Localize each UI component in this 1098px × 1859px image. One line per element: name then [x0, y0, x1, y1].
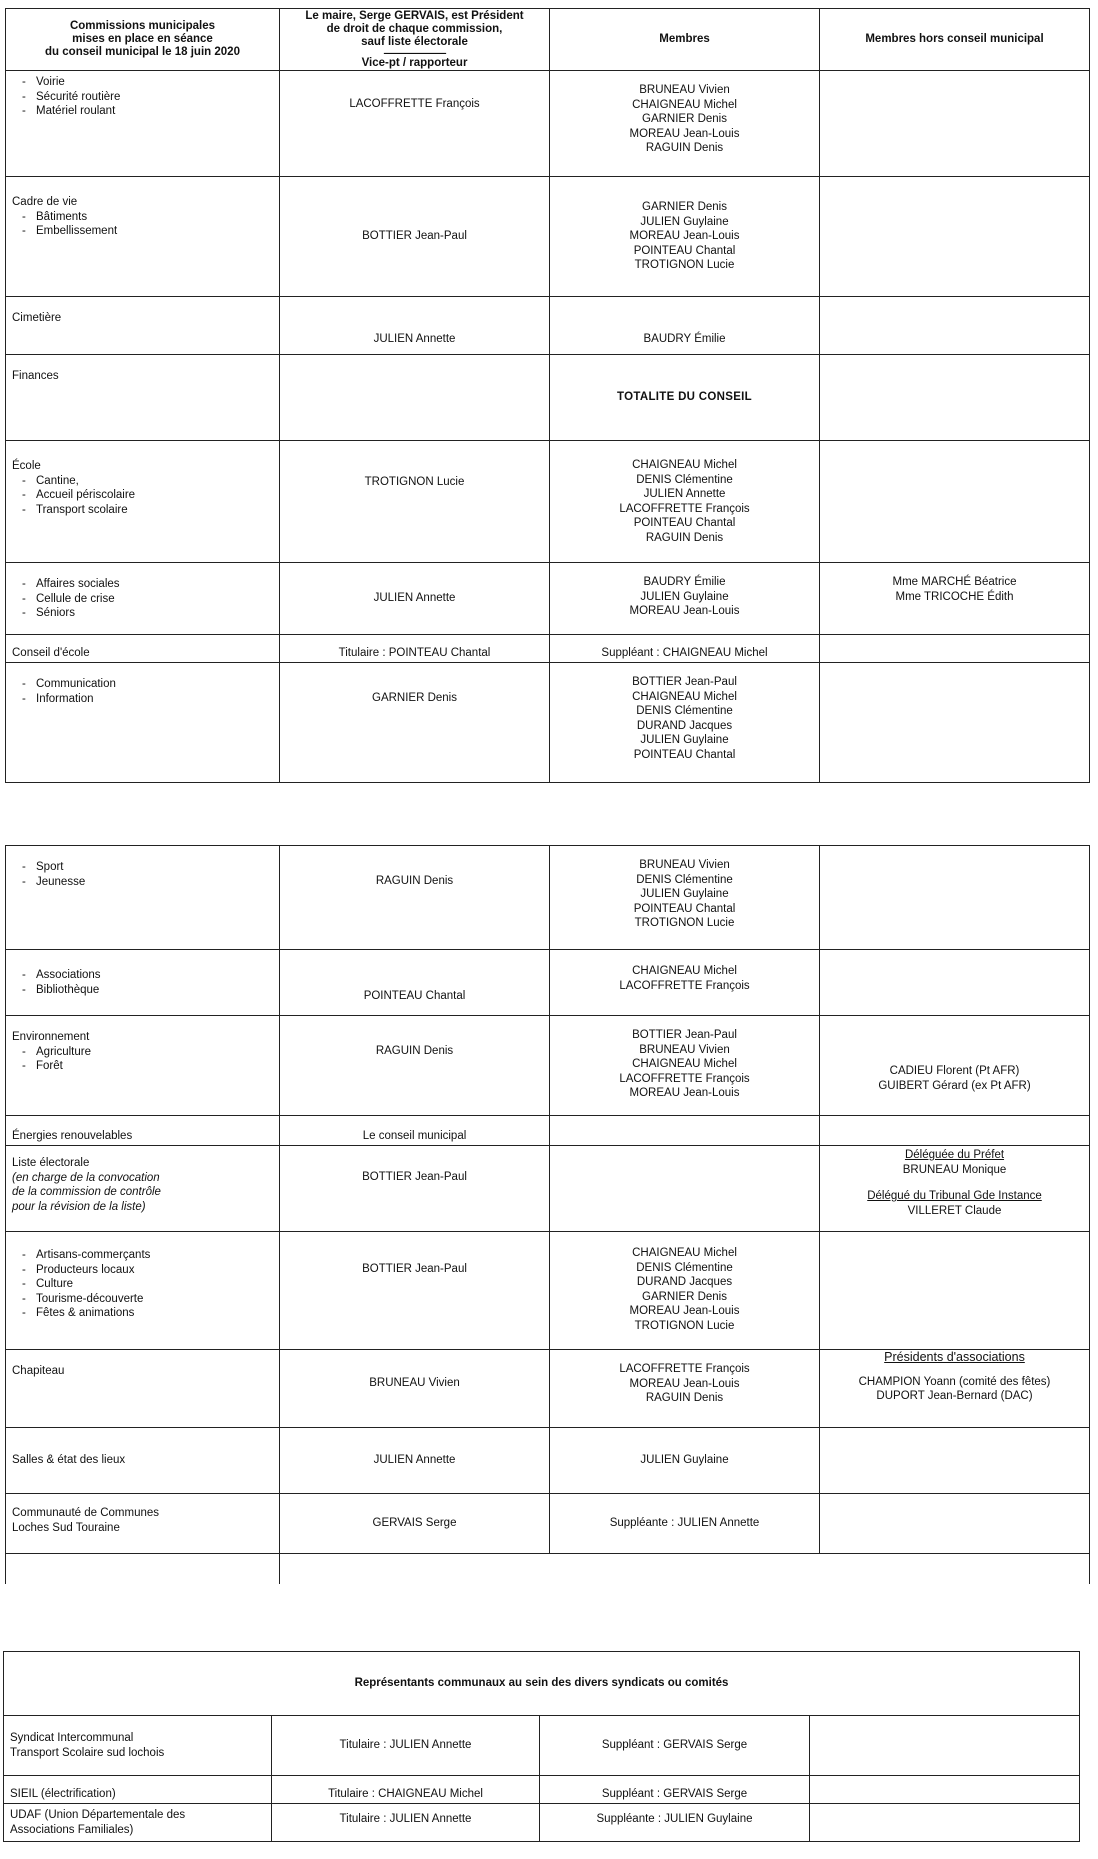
titulaire-cell: Titulaire : POINTEAU Chantal — [280, 635, 550, 663]
members-cell: BAUDRY Émilie — [550, 297, 820, 355]
suppleant-cell: Suppléant : GERVAIS Serge — [540, 1716, 810, 1776]
table-row: - Affaires sociales - Cellule de crise - Séniors JULIEN Annette BAUDRY Émilie JULIEN Guylaine MOREAU Jean-Louis Mme MARCHÉ Béatrice Mme TRICOCHE Édith — [6, 563, 1090, 635]
table-row: Salles & état des lieux JULIEN Annette JULIEN Guylaine — [6, 1428, 1090, 1494]
syndicats-header-row — [4, 1652, 1080, 1716]
table-row: Énergies renouvelables Le conseil municipal — [6, 1116, 1090, 1146]
syndicats-table — [3, 1651, 1080, 1842]
table-row: SIEIL (électrification) Titulaire : CHAIGNEAU Michel Suppléant : GERVAIS Serge — [4, 1776, 1080, 1804]
vice-president-cell: POINTEAU Chantal — [280, 950, 550, 1016]
vice-president-cell: Le conseil municipal — [280, 1116, 550, 1146]
suppleant-cell: Suppléante : JULIEN Guylaine — [540, 1804, 810, 1842]
suppleant-cell: Suppléant : CHAIGNEAU Michel — [550, 635, 820, 663]
totalite-conseil: TOTALITE DU CONSEIL — [550, 355, 820, 441]
header-president: Le maire, Serge GERVAIS, est Président de droit de chaque commission, sauf liste électorale ------------------------------- Vice-pt / rapporteur — [280, 9, 550, 71]
suppleant-cell: Suppléant : GERVAIS Serge — [540, 1776, 810, 1804]
vice-president-cell: JULIEN Annette — [280, 563, 550, 635]
outside-members-cell: CADIEU Florent (Pt AFR) GUIBERT Gérard (ex Pt AFR) — [820, 1016, 1090, 1116]
outside-members-cell: Mme MARCHÉ Béatrice Mme TRICOCHE Édith — [820, 563, 1090, 635]
table-row: UDAF (Union Départementale des Associations Familiales) Titulaire : JULIEN Annette Suppléante : JULIEN Guylaine — [4, 1804, 1080, 1842]
vice-president-cell: GARNIER Denis — [280, 663, 550, 783]
members-cell: BOTTIER Jean-Paul CHAIGNEAU Michel DENIS Clémentine DURAND Jacques JULIEN Guylaine POINTEAU Chantal — [550, 663, 820, 783]
members-cell: JULIEN Guylaine — [550, 1428, 820, 1494]
table-row: Chapiteau BRUNEAU Vivien LACOFFRETTE François MOREAU Jean-Louis RAGUIN Denis Présidents d'associations CHAMPION Yoann (comité des fêtes) DUPORT Jean-Bernard (DAC) — [6, 1350, 1090, 1428]
vice-president-cell: BOTTIER Jean-Paul — [280, 1146, 550, 1232]
commissions-table-2 — [5, 845, 1090, 1584]
vice-president-cell: RAGUIN Denis — [280, 1016, 550, 1116]
header-members: Membres — [550, 9, 820, 71]
vice-president-cell: JULIEN Annette — [280, 297, 550, 355]
table-row: - Communication - Information GARNIER Denis BOTTIER Jean-Paul CHAIGNEAU Michel DENIS Clémentine DURAND Jacques JULIEN Guylaine POINTEAU Chantal — [6, 663, 1090, 783]
syndicats-header: Représentants communaux au sein des divers syndicats ou comités — [4, 1652, 1080, 1716]
members-cell: BAUDRY Émilie JULIEN Guylaine MOREAU Jean-Louis — [550, 563, 820, 635]
members-cell: GARNIER Denis JULIEN Guylaine MOREAU Jean-Louis POINTEAU Chantal TROTIGNON Lucie — [550, 177, 820, 297]
table-row: Environnement - Agriculture - Forêt RAGUIN Denis BOTTIER Jean-Paul BRUNEAU Vivien CHAIGNEAU Michel LACOFFRETTE François MOREAU Jean-Louis CADIEU Florent (Pt AFR) GUIBERT Gérard (ex Pt AFR) — [6, 1016, 1090, 1116]
outside-members-cell: Déléguée du Préfet BRUNEAU Monique Délégué du Tribunal Gde Instance VILLERET Claude — [820, 1146, 1090, 1232]
vice-president-cell: GERVAIS Serge — [280, 1494, 550, 1554]
table-row: - Sport - Jeunesse RAGUIN Denis BRUNEAU Vivien DENIS Clémentine JULIEN Guylaine POINTEAU Chantal TROTIGNON Lucie — [6, 846, 1090, 950]
vice-president-cell: BOTTIER Jean-Paul — [280, 177, 550, 297]
table-row: Cadre de vie - Bâtiments - Embellissement BOTTIER Jean-Paul GARNIER Denis JULIEN Guylaine MOREAU Jean-Louis POINTEAU Chantal TROTIGNON Lucie — [6, 177, 1090, 297]
table-row: Cimetière JULIEN Annette BAUDRY Émilie — [6, 297, 1090, 355]
titulaire-cell: Titulaire : JULIEN Annette — [272, 1716, 540, 1776]
members-cell: CHAIGNEAU Michel DENIS Clémentine JULIEN Annette LACOFFRETTE François POINTEAU Chantal RAGUIN Denis — [550, 441, 820, 563]
titulaire-cell: Titulaire : CHAIGNEAU Michel — [272, 1776, 540, 1804]
vice-president-cell: BRUNEAU Vivien — [280, 1350, 550, 1428]
members-cell: LACOFFRETTE François MOREAU Jean-Louis RAGUIN Denis — [550, 1350, 820, 1428]
outside-members-cell: Présidents d'associations CHAMPION Yoann (comité des fêtes) DUPORT Jean-Bernard (DAC) — [820, 1350, 1090, 1428]
table-row: Syndicat Intercommunal Transport Scolaire sud lochois Titulaire : JULIEN Annette Suppléant : GERVAIS Serge — [4, 1716, 1080, 1776]
table-row: Finances TOTALITE DU CONSEIL — [6, 355, 1090, 441]
table-row: - Artisans-commerçants - Producteurs locaux - Culture - Tourisme-découverte - Fêtes & animations BOTTIER Jean-Paul CHAIGNEAU Michel DENIS Clémentine DURAND Jacques GARNIER Denis MOREAU Jean-Louis TROTIGNON Lucie — [6, 1232, 1090, 1350]
table-row: - Voirie - Sécurité routière - Matériel roulant LACOFFRETTE François BRUNEAU Vivien CHAIGNEAU Michel GARNIER Denis MOREAU Jean-Louis RAGUIN Denis — [6, 71, 1090, 177]
members-cell: Suppléante : JULIEN Annette — [550, 1494, 820, 1554]
commissions-table-1 — [5, 8, 1090, 783]
table-header-row — [6, 9, 1090, 71]
vice-president-cell: JULIEN Annette — [280, 1428, 550, 1494]
vice-president-cell: TROTIGNON Lucie — [280, 441, 550, 563]
outside-members-cell — [820, 71, 1090, 177]
table-row: École - Cantine, - Accueil périscolaire - Transport scolaire TROTIGNON Lucie CHAIGNEAU Michel DENIS Clémentine JULIEN Annette LACOFFRETTE François POINTEAU Chantal RAGUIN Denis — [6, 441, 1090, 563]
header-outside-members: Membres hors conseil municipal — [820, 9, 1090, 71]
titulaire-cell: Titulaire : JULIEN Annette — [272, 1804, 540, 1842]
members-cell: CHAIGNEAU Michel LACOFFRETTE François — [550, 950, 820, 1016]
table-row: Liste électorale (en charge de la convocation de la commission de contrôle pour la révision de la liste) BOTTIER Jean-Paul Déléguée du Préfet BRUNEAU Monique Délégué du Tribunal Gde Instance VILLERET Claude — [6, 1146, 1090, 1232]
vice-president-cell: LACOFFRETTE François — [280, 71, 550, 177]
vice-president-cell: BOTTIER Jean-Paul — [280, 1232, 550, 1350]
members-cell: CHAIGNEAU Michel DENIS Clémentine DURAND Jacques GARNIER Denis MOREAU Jean-Louis TROTIGNON Lucie — [550, 1232, 820, 1350]
members-cell: BOTTIER Jean-Paul BRUNEAU Vivien CHAIGNEAU Michel LACOFFRETTE François MOREAU Jean-Louis — [550, 1016, 820, 1116]
members-cell: BRUNEAU Vivien DENIS Clémentine JULIEN Guylaine POINTEAU Chantal TROTIGNON Lucie — [550, 846, 820, 950]
header-commissions: Commissions municipales mises en place en séance du conseil municipal le 18 juin 2020 — [6, 9, 280, 71]
table-row: Conseil d'école Titulaire : POINTEAU Chantal Suppléant : CHAIGNEAU Michel — [6, 635, 1090, 663]
vice-president-cell: RAGUIN Denis — [280, 846, 550, 950]
table-row: Communauté de Communes Loches Sud Touraine GERVAIS Serge Suppléante : JULIEN Annette — [6, 1494, 1090, 1554]
members-cell: BRUNEAU Vivien CHAIGNEAU Michel GARNIER Denis MOREAU Jean-Louis RAGUIN Denis — [550, 71, 820, 177]
table-row: - Associations - Bibliothèque POINTEAU Chantal CHAIGNEAU Michel LACOFFRETTE François — [6, 950, 1090, 1016]
